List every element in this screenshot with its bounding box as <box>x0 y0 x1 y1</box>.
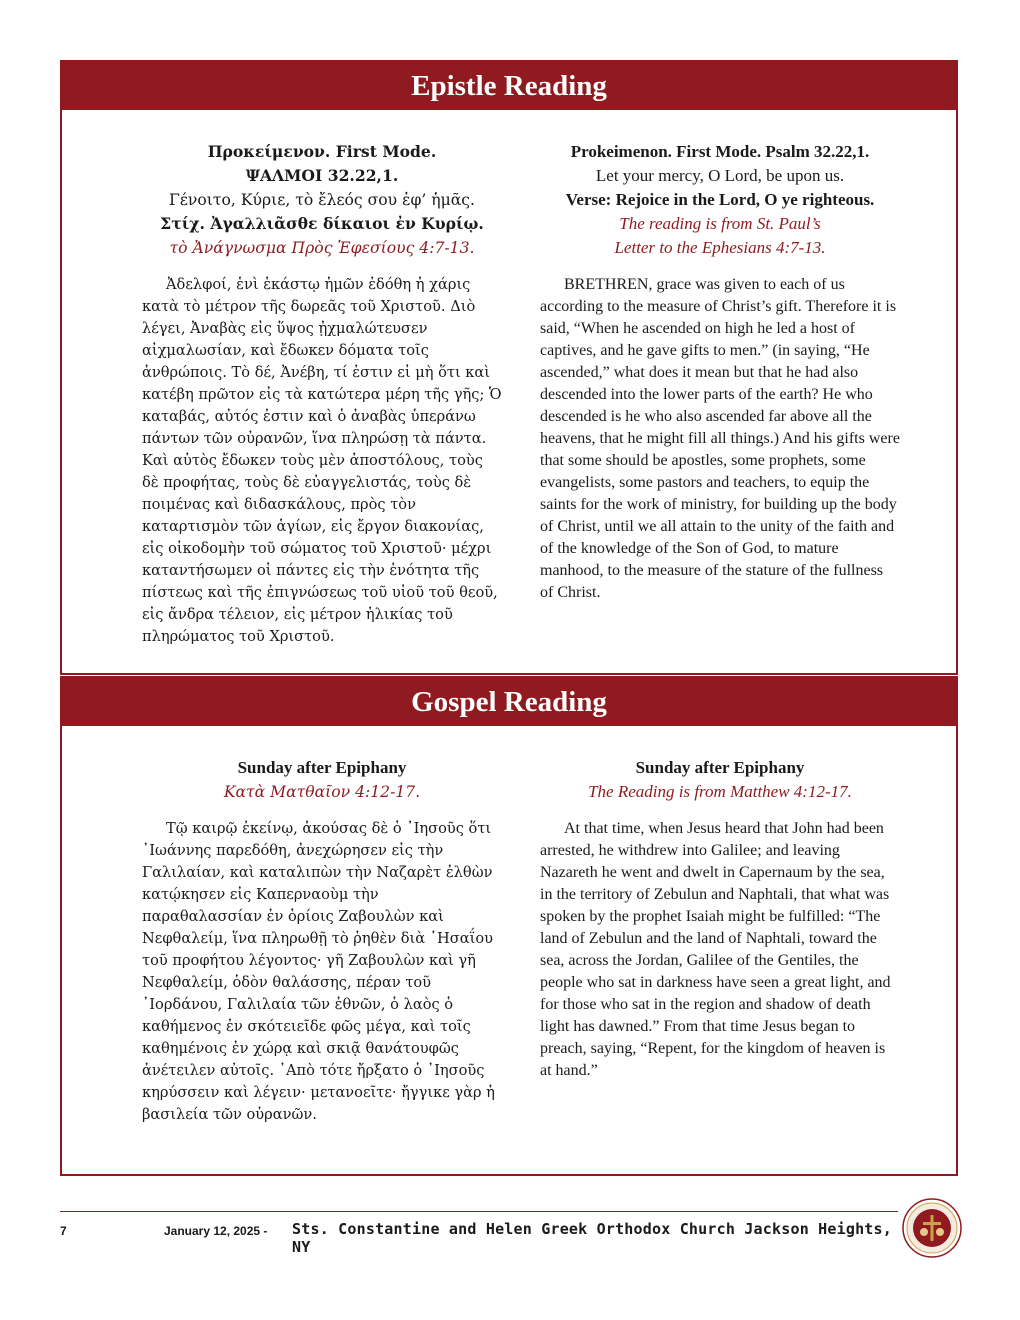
epistle-greek-reading-ref: τὸ Ἀνάγνωσμα Πρὸς Ἐφεσίους 4:7-13. <box>169 239 475 257</box>
gospel-greek-column <box>142 756 502 1126</box>
epistle-greek-column <box>142 140 502 648</box>
epistle-english-reading-ref-1: The reading is from St. Paul’s <box>619 214 821 233</box>
gospel-english-reading-ref: The Reading is from Matthew 4:12-17. <box>588 782 852 801</box>
gospel-section <box>60 676 958 1176</box>
epistle-english-reading-ref-2: Letter to the Ephesians 4:7-13. <box>614 238 826 257</box>
page-footer <box>60 1220 900 1256</box>
gospel-greek-body: Τῷ καιρῷ ἐκείνῳ, ἀκούσας δὲ ὁ ᾿Ιησοῦς ὅτι ᾿Ιωάννης παρεδόθη, ἀνεχώρησεν εἰς τὴν Γαλιλαίαν, καὶ καταλιπὼν τὴν Ναζαρὲτ ἐλθὼν κατῴκησεν εἰς Καπερναοὺμ τὴν παραθαλασσίαν ἐν ὁρίοις Ζαβουλὼν καὶ Νεφθαλείμ, ἵνα πληρωθῇ τὸ ῥηθὲν διὰ ῾Ησαΐου τοῦ προφήτου λέγοντος· γῆ Ζαβουλὼν καὶ γῆ Νεφθαλείμ, ὁδὸν θαλάσσης, πέραν τοῦ ᾿Ιορδάνου, Γαλιλαία τῶν ἐθνῶν, ὁ λαὸς ὁ καθήμενος ἐν σκότειεῖδε φῶς μέγα, καὶ τοῖς καθημένοις ἐν χώρᾳ καὶ σκιᾷ θανάτουφῶς ἀνέτειλεν αὐτοῖς. ᾿Απὸ τότε ἤρξατο ὁ ᾿Ιησοῦς κηρύσσειν καὶ λέγειν· μετανοεῖτε· ἤγγικε γὰρ ἡ βασιλεία τῶν οὐρανῶν. <box>142 820 495 1123</box>
gospel-english-day: Sunday after Epiphany <box>635 758 805 777</box>
gospel-greek-reading-ref: Κατὰ Ματθαῖον 4:12-17. <box>223 783 421 801</box>
epistle-english-stich: Verse: Rejoice in the Lord, O ye righteous. <box>565 190 875 209</box>
epistle-greek-body: Ἀδελφοί, ἑνὶ ἑκάστῳ ἡμῶν ἐδόθη ἡ χάρις κατὰ τὸ μέτρον τῆς δωρεᾶς τοῦ Χριστοῦ. Διὸ λέγει, Ἀναβὰς εἰς ὕψος ᾐχμαλώτευσεν αἰχμαλωσίαν, καὶ ἔδωκεν δόματα τοῖς ἀνθρώποις. Τὸ δέ, Ἀνέβη, τί ἐστιν εἰ μὴ ὅτι καὶ κατέβη πρῶτον εἰς τὰ κατώτερα μέρη τῆς γῆς; Ὁ καταβάς, αὐτός ἐστιν καὶ ὁ ἀναβὰς ὑπεράνω πάντων τῶν οὐρανῶν, ἵνα πληρώσῃ τὰ πάντα. Καὶ αὐτὸς ἔδωκεν τοὺς μὲν ἀποστόλους, τοὺς δὲ προφήτας, τοὺς δὲ εὐαγγελιστάς, τοὺς δὲ ποιμένας καὶ διδασκάλους, πρὸς τὸν καταρτισμὸν τῶν ἁγίων, εἰς ἔργον διακονίας, εἰς οἰκοδομὴν τοῦ σώματος τοῦ Χριστοῦ· μέχρι καταντήσωμεν οἱ πάντες εἰς τὴν ἑνότητα τῆς πίστεως καὶ τῆς ἐπιγνώσεως τοῦ υἱοῦ τοῦ θεοῦ, εἰς ἄνδρα τέλειον, εἰς μέτρον ἡλικίας τοῦ πληρώματος τοῦ Χριστοῦ. <box>142 276 502 645</box>
page-number: 7 <box>60 1224 67 1238</box>
epistle-english-verse: Let your mercy, O Lord, be upon us. <box>595 166 845 185</box>
gospel-greek-day: Sunday after Epiphany <box>237 758 407 777</box>
footer-date: January 12, 2025 - <box>164 1224 268 1238</box>
epistle-section <box>60 60 958 675</box>
church-seal-icon <box>902 1198 962 1258</box>
footer-divider <box>60 1211 898 1212</box>
gospel-english-body: At that time, when Jesus heard that John had been arrested, he withdrew into Galilee; and leaving Nazareth he went and dwelt in Capernaum by the sea, in the territory of Zebulun and Naphtali, that what was spoken by the prophet Isaiah might be fulfilled: “The land of Zebulun and the land of Naphtali, toward the sea, across the Jordan, Galilee of the Gentiles, the people who sat in darkness have seen a great light, and for those who sat in the region and shadow of death light has dawned.” From that time Jesus began to preach, saying, “Repent, for the kingdom of heaven is at hand.” <box>540 820 891 1079</box>
footer-church-name: Sts. Constantine and Helen Greek Orthodox Church Jackson Heights, NY <box>292 1220 892 1256</box>
epistle-greek-stich: Στίχ. Ἀγαλλιᾶσθε δίκαιοι ἐν Κυρίῳ. <box>160 214 484 233</box>
epistle-greek-prokeimenon: Προκείμενον. First Mode. <box>207 142 437 161</box>
epistle-english-body: BRETHREN, grace was given to each of us according to the measure of Christ’s gift. Therefore it is said, “When he ascended on high he led a host of captives, and he gave gifts to men.” (in saying, “He ascended,” what does it mean but that he had also descended into the lower parts of the earth? He who descended is he who also ascended far above all the heavens, that he might fill all things.) And his gifts were that some should be apostles, some prophets, some evangelists, some pastors and teachers, to equip the saints for the work of ministry, for building up the body of Christ, until we all attain to the unity of the faith and of the knowledge of the Son of God, to mature manhood, to the measure of the stature of the fullness of Christ. <box>540 276 900 601</box>
epistle-english-column <box>540 140 900 604</box>
gospel-banner-title: Gospel Reading <box>62 678 956 726</box>
epistle-english-prokeimenon: Prokeimenon. First Mode. Psalm 32.22,1. <box>570 142 870 161</box>
epistle-greek-verse: Γένοιτο, Κύριε, τὸ ἔλεός σου ἐφ’ ἡμᾶς. <box>169 191 475 209</box>
epistle-greek-psalm-ref: ΨΑΛΜΟΙ 32.22,1. <box>245 166 399 185</box>
gospel-english-column <box>540 756 900 1082</box>
epistle-banner-title: Epistle Reading <box>62 62 956 110</box>
